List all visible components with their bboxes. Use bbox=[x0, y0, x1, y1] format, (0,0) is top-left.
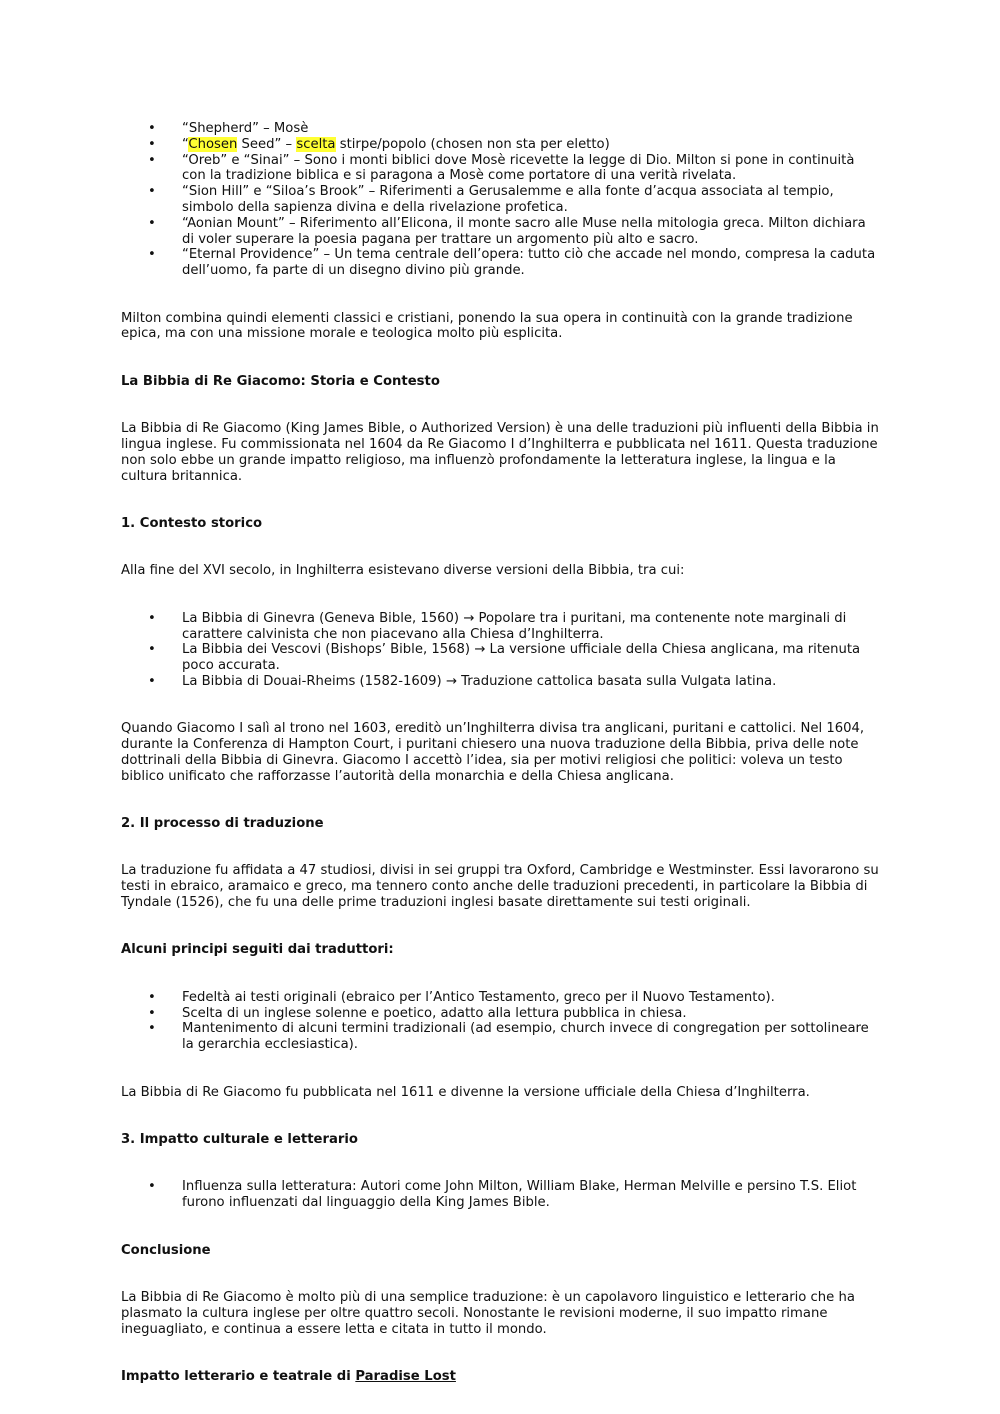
heading-conclusione: Conclusione bbox=[121, 1242, 211, 1258]
highlighted-word: scelta bbox=[296, 136, 336, 152]
list-item: • Mantenimento di alcuni termini tradizionali (ad esempio, church invece di congregation per sottolineare la gerarchia ecclesiastica). bbox=[121, 1021, 881, 1053]
list-item: • Scelta di un inglese solenne e poetico, adatto alla lettura pubblica in chiesa. bbox=[121, 1006, 881, 1022]
list-item: • “Sion Hill” e “Siloa’s Brook” – Riferimenti a Gerusalemme e alla fonte d’acqua associata al tempio, simbolo della sapienza divina e della rivelazione profetica. bbox=[121, 184, 881, 216]
list-item: • “Oreb” e “Sinai” – Sono i monti biblici dove Mosè ricevette la legge di Dio. Milton si pone in continuità con la tradizione biblica e si paragona a Mosè come portatore di una verità rivelata. bbox=[121, 153, 881, 185]
paragraph-contesto: Alla fine del XVI secolo, in Inghilterra esistevano diverse versioni della Bibbia, tra cui: bbox=[121, 563, 685, 579]
highlighted-word: Chosen bbox=[188, 136, 238, 152]
versioni-bullet-list bbox=[121, 611, 881, 690]
paragraph-milton: Milton combina quindi elementi classici e cristiani, ponendo la sua opera in continuità con la grande tradizione epica, ma con una missione morale e teologica molto più esplicita. bbox=[121, 310, 853, 342]
list-item: • La Bibbia di Douai-Rheims (1582-1609) → Traduzione cattolica basata sulla Vulgata latina. bbox=[121, 674, 881, 690]
list-item: • “Aonian Mount” – Riferimento all’Elicona, il monte sacro alle Muse nella mitologia greca. Milton dichiara di voler superare la poesia pagana per trattare un argomento più alto e sacro. bbox=[121, 216, 881, 248]
list-item: • Fedeltà ai testi originali (ebraico per l’Antico Testamento, greco per il Nuovo Testamento). bbox=[121, 990, 881, 1006]
document-page bbox=[121, 121, 881, 1385]
heading-principi: Alcuni principi seguiti dai traduttori: bbox=[121, 942, 394, 958]
impatto-bullet-list bbox=[121, 1179, 881, 1211]
paragraph-pubblicata: La Bibbia di Re Giacomo fu pubblicata nel 1611 e divenne la versione ufficiale della Chiesa d’Inghilterra. bbox=[121, 1084, 810, 1100]
heading-processo: 2. Il processo di traduzione bbox=[121, 816, 324, 832]
principi-bullet-list bbox=[121, 990, 881, 1053]
paragraph-conclusione: La Bibbia di Re Giacomo è molto più di una semplice traduzione: è un capolavoro linguistico e letterario che ha plasmato la cultura inglese per oltre quattro secoli. Nonostante le revisioni moderne, il suo impatto rimane ineguagliato, e continua a essere letta e citata in tutto il mondo. bbox=[121, 1289, 855, 1337]
list-item: • “Eternal Providence” – Un tema centrale dell’opera: tutto ciò che accade nel mondo, compresa la caduta dell’uomo, fa parte di un disegno divino più grande. bbox=[121, 247, 881, 279]
list-item: • La Bibbia dei Vescovi (Bishops’ Bible, 1568) → La versione ufficiale della Chiesa anglicana, ma ritenuta poco accurata. bbox=[121, 642, 881, 674]
paradise-lost-title: Paradise Lost bbox=[355, 1368, 456, 1384]
intro-bullet-list bbox=[121, 121, 881, 279]
list-item: • “Shepherd” – Mosè bbox=[121, 121, 881, 137]
heading-paradise-lost: Impatto letterario e teatrale di Paradise Lost bbox=[121, 1368, 456, 1384]
list-item: • Influenza sulla letteratura: Autori come John Milton, William Blake, Herman Melville e persino T.S. Eliot furono influenzati dal linguaggio della King James Bible. bbox=[121, 1179, 881, 1211]
heading-impatto: 3. Impatto culturale e letterario bbox=[121, 1132, 358, 1147]
paragraph-bibbia: La Bibbia di Re Giacomo (King James Bible, o Authorized Version) è una delle traduzioni più influenti della Bibbia in lingua inglese. Fu commissionata nel 1604 da Re Giacomo I d’Inghilterra e pubblicata nel 1611. Questa traduzione non solo ebbe un grande impatto religioso, ma influenzò profondamente la letteratura inglese, la lingua e la cultura britannica. bbox=[121, 421, 879, 484]
paragraph-giacomo: Quando Giacomo I salì al trono nel 1603, ereditò un’Inghilterra divisa tra anglicani, puritani e cattolici. Nel 1604, durante la Conferenza di Hampton Court, i puritani chiesero una nuova traduzione della Bibbia, priva delle note dottrinali della Bibbia di Ginevra. Giacomo I accettò l’idea, sia per motivi religiosi che politici: voleva un testo biblico unificato che rafforzasse l’autorità della monarchia e della Chiesa anglicana. bbox=[121, 721, 865, 784]
heading-contesto: 1. Contesto storico bbox=[121, 515, 263, 531]
list-item: • La Bibbia di Ginevra (Geneva Bible, 1560) → Popolare tra i puritani, ma contenente note marginali di carattere calvinista che non piacevano alla Chiesa d’Inghilterra. bbox=[121, 611, 881, 643]
list-item: • “Chosen Seed” – scelta stirpe/popolo (chosen non sta per eletto) bbox=[121, 137, 881, 153]
paragraph-processo: La traduzione fu affidata a 47 studiosi, divisi in sei gruppi tra Oxford, Cambridge e Westminster. Essi lavorarono su testi in ebraico, aramaico e greco, ma tennero conto anche delle traduzioni precedenti, in particolare la Bibbia di Tyndale (1526), che fu una delle prime traduzioni inglesi basate direttamente sui testi originali. bbox=[121, 863, 879, 911]
heading-bibbia: La Bibbia di Re Giacomo: Storia e Contesto bbox=[121, 373, 440, 389]
